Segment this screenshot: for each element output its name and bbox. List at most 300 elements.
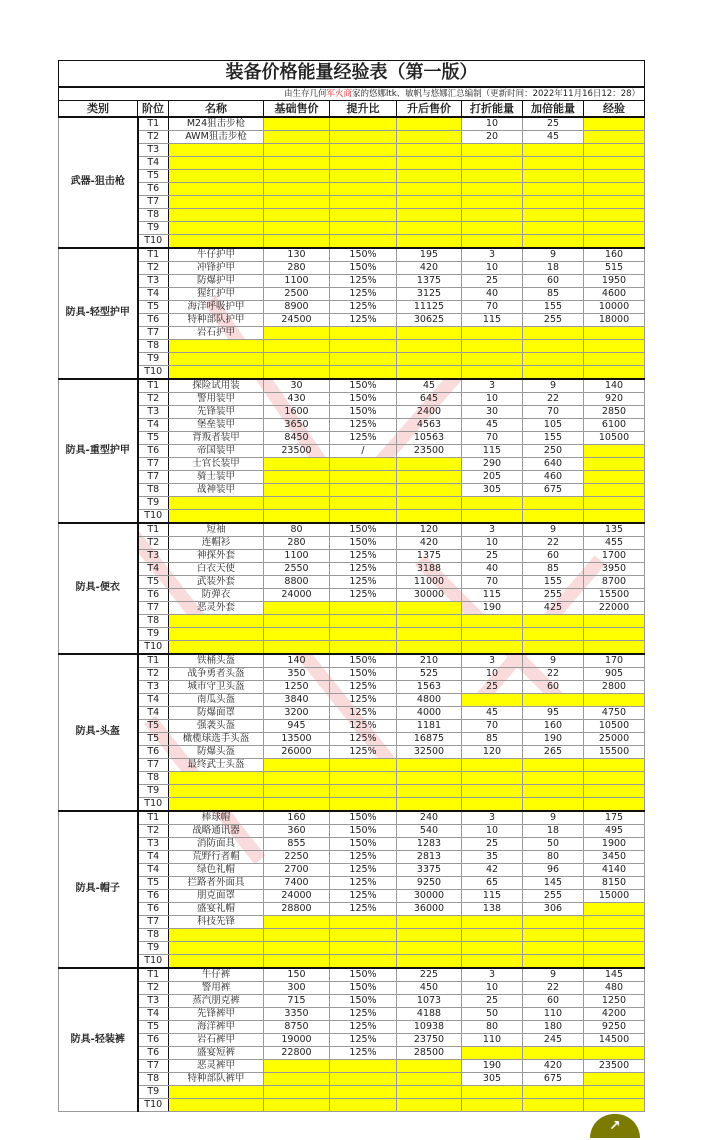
table-row (59, 261, 645, 274)
table-row (59, 784, 645, 797)
upgrade-ratio-cell (330, 941, 397, 954)
upgraded-price-cell (397, 221, 462, 234)
tier-cell: T7 (138, 457, 169, 470)
double-energy-cell (523, 326, 584, 339)
tier-cell: T10 (138, 1098, 169, 1111)
name-cell: 朋克面罩 (169, 889, 264, 902)
upgrade-ratio-cell: 125% (330, 889, 397, 902)
experience-cell: 170 (584, 654, 645, 668)
name-cell: 蒸汽朋克裤 (169, 994, 264, 1007)
double-energy-cell: 25 (523, 117, 584, 131)
discount-energy-cell: 42 (462, 863, 523, 876)
upgraded-price-cell: 4563 (397, 418, 462, 431)
double-energy-cell: 22 (523, 981, 584, 994)
name-cell: 探险试用装 (169, 379, 264, 393)
double-energy-cell: 18 (523, 261, 584, 274)
base-price-cell: 430 (264, 392, 330, 405)
base-price-cell: 28800 (264, 902, 330, 915)
name-cell: 南瓜头盔 (169, 693, 264, 706)
experience-cell (584, 130, 645, 143)
table-row (59, 536, 645, 549)
base-price-cell (264, 130, 330, 143)
discount-energy-cell (462, 234, 523, 248)
table-row (59, 614, 645, 627)
discount-energy-cell: 3 (462, 968, 523, 982)
base-price-cell: 24000 (264, 889, 330, 902)
double-energy-cell: 245 (523, 1033, 584, 1046)
discount-energy-cell: 110 (462, 1033, 523, 1046)
name-cell (169, 156, 264, 169)
discount-energy-cell: 25 (462, 837, 523, 850)
upgraded-price-cell: 45 (397, 379, 462, 393)
table-row (59, 876, 645, 889)
header-row (59, 100, 645, 117)
upgrade-ratio-cell: 125% (330, 719, 397, 732)
double-energy-cell (523, 509, 584, 523)
name-cell: 连帽衫 (169, 536, 264, 549)
double-energy-cell (523, 234, 584, 248)
tier-cell: T6 (138, 313, 169, 326)
base-price-cell: 23500 (264, 444, 330, 457)
upgrade-ratio-cell (330, 221, 397, 234)
experience-cell: 135 (584, 523, 645, 537)
upgrade-ratio-cell: 150% (330, 968, 397, 982)
base-price-cell (264, 352, 330, 365)
name-cell (169, 195, 264, 208)
name-cell: 恶灵外套 (169, 601, 264, 614)
tier-cell: T5 (138, 1020, 169, 1033)
discount-energy-cell: 45 (462, 418, 523, 431)
table-row (59, 654, 645, 668)
tier-cell: T10 (138, 365, 169, 379)
upgraded-price-cell (397, 117, 462, 131)
base-price-cell (264, 797, 330, 811)
name-cell: 岩石裤甲 (169, 1033, 264, 1046)
name-cell: 战神装甲 (169, 483, 264, 496)
upgrade-ratio-cell: 125% (330, 300, 397, 313)
name-cell: 帝国装甲 (169, 444, 264, 457)
double-energy-cell (523, 784, 584, 797)
upgraded-price-cell (397, 640, 462, 654)
discount-energy-cell: 25 (462, 549, 523, 562)
price-energy-exp-sheet (58, 60, 644, 1140)
discount-energy-cell: 10 (462, 981, 523, 994)
tier-cell: T5 (138, 719, 169, 732)
experience-cell (584, 457, 645, 470)
upgrade-ratio-cell (330, 169, 397, 182)
upgrade-ratio-cell (330, 182, 397, 195)
upgrade-ratio-cell (330, 784, 397, 797)
upgrade-ratio-cell: 125% (330, 575, 397, 588)
experience-cell: 4200 (584, 1007, 645, 1020)
tier-cell: T8 (138, 483, 169, 496)
table-row (59, 326, 645, 339)
table-row (59, 130, 645, 143)
name-cell (169, 941, 264, 954)
tier-cell: T6 (138, 1033, 169, 1046)
experience-cell: 15500 (584, 745, 645, 758)
discount-energy-cell (462, 143, 523, 156)
table-row (59, 523, 645, 537)
upgraded-price-cell: 23500 (397, 444, 462, 457)
double-energy-cell (523, 1046, 584, 1059)
tier-cell: T1 (138, 811, 169, 825)
upgraded-price-cell: 210 (397, 654, 462, 668)
tier-cell: T3 (138, 680, 169, 693)
upgraded-price-cell: 525 (397, 667, 462, 680)
table-row (59, 169, 645, 182)
double-energy-cell (523, 352, 584, 365)
experience-cell: 8700 (584, 575, 645, 588)
upgrade-ratio-cell: 125% (330, 418, 397, 431)
discount-energy-cell: 30 (462, 405, 523, 418)
table-row (59, 981, 645, 994)
upgraded-price-cell (397, 130, 462, 143)
equipment-table (58, 60, 645, 1112)
upgraded-price-cell (397, 195, 462, 208)
double-energy-cell: 155 (523, 575, 584, 588)
upgraded-price-cell: 9250 (397, 876, 462, 889)
double-energy-cell: 255 (523, 889, 584, 902)
double-energy-cell (523, 640, 584, 654)
table-row (59, 915, 645, 928)
base-price-cell: 80 (264, 523, 330, 537)
tier-cell: T9 (138, 784, 169, 797)
name-cell: 绿色礼帽 (169, 863, 264, 876)
table-row (59, 405, 645, 418)
table-row (59, 509, 645, 523)
tier-cell: T10 (138, 797, 169, 811)
category-cell: 防具-头盔 (59, 654, 138, 811)
discount-energy-cell (462, 693, 523, 706)
tier-cell: T4 (138, 693, 169, 706)
base-price-cell: 19000 (264, 1033, 330, 1046)
table-row (59, 1020, 645, 1033)
upgraded-price-cell: 32500 (397, 745, 462, 758)
discount-energy-cell (462, 640, 523, 654)
tier-cell: T7 (138, 601, 169, 614)
upgraded-price-cell: 23750 (397, 1033, 462, 1046)
experience-cell (584, 470, 645, 483)
name-cell: 骑士装甲 (169, 470, 264, 483)
base-price-cell (264, 941, 330, 954)
double-energy-cell: 460 (523, 470, 584, 483)
experience-cell: 10000 (584, 300, 645, 313)
name-cell: 战略通讯器 (169, 824, 264, 837)
header-discount-energy: 打折能量 (462, 100, 523, 117)
table-row (59, 1085, 645, 1098)
table-row (59, 352, 645, 365)
experience-cell: 15000 (584, 889, 645, 902)
double-energy-cell: 145 (523, 876, 584, 889)
experience-cell (584, 195, 645, 208)
experience-cell: 8150 (584, 876, 645, 889)
name-cell: 防爆面罩 (169, 706, 264, 719)
name-cell: 海洋呼吸护甲 (169, 300, 264, 313)
name-cell: AWM狙击步枪 (169, 130, 264, 143)
upgraded-price-cell: 4188 (397, 1007, 462, 1020)
double-energy-cell: 255 (523, 313, 584, 326)
table-row (59, 300, 645, 313)
tier-cell: T1 (138, 117, 169, 131)
upgraded-price-cell (397, 758, 462, 771)
upgrade-ratio-cell: 150% (330, 536, 397, 549)
base-price-cell: 3200 (264, 706, 330, 719)
base-price-cell: 24000 (264, 588, 330, 601)
discount-energy-cell: 40 (462, 287, 523, 300)
upgraded-price-cell (397, 941, 462, 954)
double-energy-cell: 306 (523, 902, 584, 915)
experience-cell (584, 758, 645, 771)
upgrade-ratio-cell: 150% (330, 837, 397, 850)
upgraded-price-cell (397, 326, 462, 339)
discount-energy-cell: 115 (462, 444, 523, 457)
discount-energy-cell: 115 (462, 588, 523, 601)
double-energy-cell: 60 (523, 549, 584, 562)
upgrade-ratio-cell (330, 365, 397, 379)
name-cell: 背叛者装甲 (169, 431, 264, 444)
base-price-cell: 2500 (264, 287, 330, 300)
subtitle-suffix: 家的悠娜ltk、敏帆与悠娜汇总编制（更新时间：2022年11月16日12：28） (352, 88, 641, 99)
base-price-cell: 2550 (264, 562, 330, 575)
base-price-cell: 280 (264, 261, 330, 274)
upgrade-ratio-cell (330, 143, 397, 156)
tier-cell: T4 (138, 156, 169, 169)
tier-cell: T9 (138, 221, 169, 234)
tier-cell: T8 (138, 1072, 169, 1085)
table-row (59, 771, 645, 784)
discount-energy-cell (462, 326, 523, 339)
name-cell (169, 182, 264, 195)
upgrade-ratio-cell: 150% (330, 981, 397, 994)
upgrade-ratio-cell (330, 208, 397, 221)
arrow-up-right-icon: ↗ (609, 1117, 621, 1134)
tier-cell: T6 (138, 902, 169, 915)
discount-energy-cell (462, 1085, 523, 1098)
base-price-cell: 22800 (264, 1046, 330, 1059)
base-price-cell (264, 470, 330, 483)
base-price-cell (264, 601, 330, 614)
double-energy-cell: 9 (523, 248, 584, 262)
header-category: 类别 (59, 100, 138, 117)
base-price-cell: 3840 (264, 693, 330, 706)
double-energy-cell: 255 (523, 588, 584, 601)
double-energy-cell: 425 (523, 601, 584, 614)
tier-cell: T3 (138, 549, 169, 562)
upgraded-price-cell: 4800 (397, 693, 462, 706)
experience-cell (584, 117, 645, 131)
table-row (59, 732, 645, 745)
discount-energy-cell (462, 915, 523, 928)
experience-cell (584, 444, 645, 457)
name-cell: 防爆护甲 (169, 274, 264, 287)
double-energy-cell: 80 (523, 850, 584, 863)
upgraded-price-cell: 10938 (397, 1020, 462, 1033)
tier-cell: T7 (138, 470, 169, 483)
name-cell: 特种部队裤甲 (169, 1072, 264, 1085)
experience-cell (584, 902, 645, 915)
tier-cell: T1 (138, 379, 169, 393)
name-cell: 最终武士头盔 (169, 758, 264, 771)
upgrade-ratio-cell: 150% (330, 261, 397, 274)
name-cell: M24狙击步枪 (169, 117, 264, 131)
experience-cell: 6100 (584, 418, 645, 431)
tier-cell: T8 (138, 771, 169, 784)
upgraded-price-cell (397, 509, 462, 523)
tier-cell: T1 (138, 968, 169, 982)
header-name: 名称 (169, 100, 264, 117)
table-row (59, 1046, 645, 1059)
upgraded-price-cell: 1283 (397, 837, 462, 850)
discount-energy-cell: 3 (462, 523, 523, 537)
tier-cell: T7 (138, 758, 169, 771)
experience-cell: 160 (584, 248, 645, 262)
tier-cell: T2 (138, 130, 169, 143)
base-price-cell (264, 143, 330, 156)
table-row (59, 640, 645, 654)
upgrade-ratio-cell: 150% (330, 248, 397, 262)
double-energy-cell: 96 (523, 863, 584, 876)
name-cell: 防弹衣 (169, 588, 264, 601)
experience-cell (584, 797, 645, 811)
upgrade-ratio-cell: 150% (330, 654, 397, 668)
category-cell: 防具-帽子 (59, 811, 138, 968)
upgrade-ratio-cell: 125% (330, 1033, 397, 1046)
experience-cell (584, 928, 645, 941)
upgraded-price-cell (397, 457, 462, 470)
upgraded-price-cell (397, 1072, 462, 1085)
subtitle-highlight: 军火商 (326, 88, 352, 99)
expand-button[interactable] (590, 1114, 640, 1138)
experience-cell: 1900 (584, 837, 645, 850)
experience-cell: 140 (584, 379, 645, 393)
discount-energy-cell (462, 627, 523, 640)
double-energy-cell: 9 (523, 654, 584, 668)
table-row (59, 863, 645, 876)
upgrade-ratio-cell (330, 117, 397, 131)
name-cell: 盛宴短裤 (169, 1046, 264, 1059)
tier-cell: T7 (138, 195, 169, 208)
base-price-cell: 30 (264, 379, 330, 393)
upgraded-price-cell: 11000 (397, 575, 462, 588)
experience-cell: 3450 (584, 850, 645, 863)
upgraded-price-cell: 1563 (397, 680, 462, 693)
upgraded-price-cell: 1375 (397, 549, 462, 562)
name-cell: 城市守卫头盔 (169, 680, 264, 693)
tier-cell: T10 (138, 234, 169, 248)
upgraded-price-cell: 4000 (397, 706, 462, 719)
name-cell: 猩红护甲 (169, 287, 264, 300)
tier-cell: T2 (138, 392, 169, 405)
double-energy-cell (523, 221, 584, 234)
base-price-cell: 350 (264, 667, 330, 680)
table-row (59, 954, 645, 968)
discount-energy-cell (462, 169, 523, 182)
name-cell: 武装外套 (169, 575, 264, 588)
double-energy-cell (523, 143, 584, 156)
double-energy-cell (523, 954, 584, 968)
upgraded-price-cell: 36000 (397, 902, 462, 915)
upgraded-price-cell (397, 601, 462, 614)
base-price-cell: 300 (264, 981, 330, 994)
table-row (59, 182, 645, 195)
upgraded-price-cell: 30000 (397, 588, 462, 601)
table-row (59, 1098, 645, 1111)
discount-energy-cell (462, 365, 523, 379)
double-energy-cell: 9 (523, 379, 584, 393)
upgraded-price-cell (397, 169, 462, 182)
double-energy-cell: 180 (523, 1020, 584, 1033)
experience-cell: 4750 (584, 706, 645, 719)
double-energy-cell (523, 627, 584, 640)
upgraded-price-cell: 2813 (397, 850, 462, 863)
tier-cell: T7 (138, 1059, 169, 1072)
upgrade-ratio-cell: 150% (330, 824, 397, 837)
name-cell (169, 234, 264, 248)
base-price-cell: 160 (264, 811, 330, 825)
double-energy-cell: 675 (523, 1072, 584, 1085)
name-cell (169, 352, 264, 365)
experience-cell (584, 693, 645, 706)
upgrade-ratio-cell: 125% (330, 850, 397, 863)
upgrade-ratio-cell (330, 130, 397, 143)
upgraded-price-cell: 420 (397, 536, 462, 549)
name-cell (169, 928, 264, 941)
table-row (59, 719, 645, 732)
base-price-cell: 7400 (264, 876, 330, 889)
experience-cell (584, 509, 645, 523)
upgraded-price-cell: 3125 (397, 287, 462, 300)
table-row (59, 706, 645, 719)
upgraded-price-cell (397, 156, 462, 169)
discount-energy-cell (462, 784, 523, 797)
double-energy-cell: 9 (523, 968, 584, 982)
double-energy-cell: 110 (523, 1007, 584, 1020)
double-energy-cell: 640 (523, 457, 584, 470)
discount-energy-cell: 70 (462, 431, 523, 444)
base-price-cell: 140 (264, 654, 330, 668)
upgrade-ratio-cell: 125% (330, 287, 397, 300)
discount-energy-cell: 25 (462, 274, 523, 287)
table-row (59, 850, 645, 863)
upgrade-ratio-cell: 150% (330, 405, 397, 418)
double-energy-cell (523, 915, 584, 928)
discount-energy-cell: 10 (462, 392, 523, 405)
tier-cell: T5 (138, 876, 169, 889)
upgraded-price-cell: 30000 (397, 889, 462, 902)
table-row (59, 287, 645, 300)
double-energy-cell: 50 (523, 837, 584, 850)
double-energy-cell: 22 (523, 392, 584, 405)
tier-cell: T8 (138, 208, 169, 221)
header-upgrade-ratio: 提升比 (330, 100, 397, 117)
table-row (59, 797, 645, 811)
experience-cell (584, 365, 645, 379)
name-cell (169, 1098, 264, 1111)
upgraded-price-cell (397, 339, 462, 352)
tier-cell: T2 (138, 536, 169, 549)
base-price-cell (264, 954, 330, 968)
name-cell: 先锋装甲 (169, 405, 264, 418)
discount-energy-cell: 3 (462, 248, 523, 262)
experience-cell (584, 208, 645, 221)
tier-cell: T6 (138, 745, 169, 758)
base-price-cell: 150 (264, 968, 330, 982)
fab-area (58, 1112, 644, 1140)
base-price-cell (264, 117, 330, 131)
upgrade-ratio-cell (330, 352, 397, 365)
name-cell: 荒野行者帽 (169, 850, 264, 863)
